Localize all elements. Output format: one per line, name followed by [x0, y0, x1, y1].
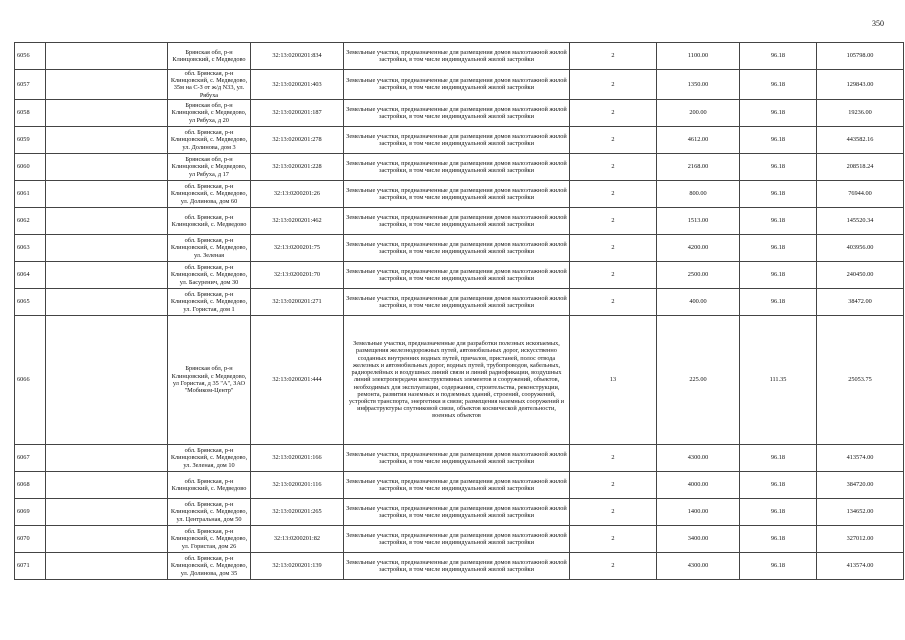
land-use-cell-text: Земельные участки, предназначенные для размещения домов малоэтажной жилой застройки, в том числе индивидуальной жилой застройки — [346, 294, 567, 309]
area-cell-text: 4200.00 — [687, 244, 709, 252]
specific-value-cell-text: 96.18 — [770, 217, 786, 225]
address-cell — [168, 126, 251, 153]
blank-cell — [46, 126, 168, 153]
use-group-cell — [570, 126, 657, 153]
use-group-cell — [570, 99, 657, 126]
row-number-cell-text: 6064 — [17, 271, 30, 279]
use-group-cell — [570, 180, 657, 207]
cadastral-number-cell — [251, 234, 344, 261]
table-body — [15, 43, 904, 580]
cadastral-value-cell-text: 25053.75 — [848, 376, 872, 384]
area-cell — [657, 70, 740, 100]
blank-cell — [46, 261, 168, 288]
blank-cell — [46, 180, 168, 207]
cadastral-number-cell-text: 32:13:0200201:26 — [273, 190, 321, 198]
cadastral-value-cell-text: 145520.34 — [846, 217, 874, 225]
address-cell — [168, 261, 251, 288]
use-group-cell — [570, 498, 657, 525]
row-number-cell-text: 6067 — [17, 454, 30, 462]
specific-value-cell — [740, 234, 817, 261]
row-number-cell — [15, 498, 46, 525]
use-group-cell-text: 2 — [611, 80, 615, 88]
cadastral-value-cell — [817, 261, 904, 288]
address-cell-text: обл. Брянская, р-н Клинцовский, с. Медведово, ул. Зеленая, дом 10 — [170, 447, 248, 469]
land-use-cell-text: Земельные участки, предназначенные для размещения домов малоэтажной жилой застройки, в том числе индивидуальной жилой застройки — [346, 267, 567, 282]
cadastral-number-cell-text: 32:13:0200201:228 — [272, 163, 322, 171]
row-number-cell-text: 6058 — [17, 109, 30, 117]
address-cell-text: Брянская обл, р-н Клинцовский, с Медведово, ул Рябуха, д 17 — [171, 156, 247, 178]
land-use-cell-text: Земельные участки, предназначенные для размещения домов малоэтажной жилой застройки, в том числе индивидуальной жилой застройки — [346, 132, 567, 147]
cadastral-number-cell — [251, 471, 344, 498]
area-cell-text: 800.00 — [689, 190, 707, 198]
use-group-cell — [570, 70, 657, 100]
row-number-cell-text: 6057 — [17, 80, 30, 88]
cadastral-number-cell — [251, 552, 344, 579]
specific-value-cell-text: 96.18 — [770, 136, 786, 144]
blank-cell — [46, 288, 168, 315]
use-group-cell — [570, 471, 657, 498]
cadastral-number-cell-text: 32:13:0200201:70 — [273, 271, 321, 279]
row-number-cell-text: 6066 — [17, 376, 30, 384]
address-cell-text: Брянская обл, р-н Клинцовский, с Медведово — [172, 48, 246, 63]
land-use-cell-text: Земельные участки, предназначенные для размещения домов малоэтажной жилой застройки, в том числе индивидуальной жилой застройки — [346, 477, 567, 492]
address-cell-text: обл. Брянская, р-н Клинцовский, с. Медведово, ул. Гористая, дом 1 — [170, 291, 248, 313]
table-row — [15, 288, 904, 315]
specific-value-cell-text: 96.18 — [770, 52, 786, 60]
table-row — [15, 180, 904, 207]
address-cell — [168, 471, 251, 498]
land-use-cell-text: Земельные участки, предназначенные для размещения домов малоэтажной жилой застройки, в том числе индивидуальной жилой застройки — [346, 558, 567, 573]
area-cell — [657, 498, 740, 525]
area-cell — [657, 471, 740, 498]
specific-value-cell-text: 96.18 — [770, 190, 786, 198]
area-cell-text: 4300.00 — [687, 562, 709, 570]
address-cell-text: обл. Брянская, р-н Клинцовский, с. Медведово, ул. Долинова, дом 35 — [170, 555, 248, 577]
cadastral-value-cell — [817, 126, 904, 153]
cadastral-number-cell — [251, 444, 344, 471]
cadastral-value-cell — [817, 315, 904, 444]
land-use-cell — [344, 180, 570, 207]
cadastral-number-cell-text: 32:13:0200201:403 — [272, 80, 322, 88]
table-row — [15, 70, 904, 100]
row-number-cell-text: 6062 — [17, 217, 30, 225]
land-use-cell — [344, 444, 570, 471]
cadastral-number-cell-text: 32:13:0200201:265 — [272, 508, 322, 516]
row-number-cell-text: 6059 — [17, 136, 30, 144]
area-cell-text: 200.00 — [689, 109, 707, 117]
specific-value-cell — [740, 207, 817, 234]
blank-cell — [46, 153, 168, 180]
specific-value-cell-text: 96.18 — [770, 562, 786, 570]
cadastral-number-cell-text: 32:13:0200201:116 — [272, 481, 322, 489]
specific-value-cell-text: 96.18 — [770, 298, 786, 306]
address-cell — [168, 288, 251, 315]
cadastral-value-cell — [817, 552, 904, 579]
area-cell-text: 2500.00 — [687, 271, 709, 279]
specific-value-cell-text: 111.35 — [769, 376, 787, 384]
cadastral-number-cell-text: 32:13:0200201:271 — [272, 298, 322, 306]
row-number-cell — [15, 43, 46, 70]
cadastral-value-cell-text: 384720.00 — [846, 481, 874, 489]
cadastral-number-cell — [251, 525, 344, 552]
use-group-cell-text: 2 — [611, 244, 615, 252]
row-number-cell — [15, 70, 46, 100]
cadastral-number-cell-text: 32:13:0200201:166 — [272, 454, 322, 462]
land-use-cell — [344, 471, 570, 498]
use-group-cell-text: 13 — [609, 376, 617, 384]
table-row — [15, 99, 904, 126]
address-cell — [168, 234, 251, 261]
row-number-cell-text: 6063 — [17, 244, 30, 252]
row-number-cell — [15, 261, 46, 288]
address-cell-text: обл. Брянская, р-н Клинцовский, с. Медведово, ул. Долинова, дом 60 — [170, 183, 248, 205]
specific-value-cell-text: 96.18 — [770, 80, 786, 88]
blank-cell — [46, 207, 168, 234]
blank-cell — [46, 444, 168, 471]
specific-value-cell-text: 96.18 — [770, 481, 786, 489]
table-row — [15, 153, 904, 180]
row-number-cell — [15, 153, 46, 180]
specific-value-cell-text: 96.18 — [770, 109, 786, 117]
use-group-cell-text: 2 — [611, 298, 615, 306]
cadastral-value-cell-text: 105798.00 — [846, 52, 874, 60]
cadastral-value-cell-text: 413574.00 — [846, 454, 874, 462]
cadastral-number-cell — [251, 498, 344, 525]
use-group-cell-text: 2 — [611, 190, 615, 198]
address-cell-text: обл. Брянская, р-н Клинцовский, с. Медведово, ул. Долинова, дом 3 — [170, 129, 248, 151]
area-cell — [657, 207, 740, 234]
area-cell — [657, 261, 740, 288]
use-group-cell-text: 2 — [611, 481, 615, 489]
table-row — [15, 207, 904, 234]
land-use-cell — [344, 207, 570, 234]
cadastral-value-cell-text: 403956.00 — [846, 244, 874, 252]
page-number: 350 — [872, 19, 884, 28]
use-group-cell — [570, 552, 657, 579]
row-number-cell-text: 6061 — [17, 190, 30, 198]
use-group-cell — [570, 525, 657, 552]
cadastral-value-cell — [817, 471, 904, 498]
cadastral-number-cell — [251, 261, 344, 288]
land-use-cell-text: Земельные участки, предназначенные для размещения домов малоэтажной жилой застройки, в том числе индивидуальной жилой застройки — [346, 531, 567, 546]
land-use-cell-text: Земельные участки, предназначенные для размещения домов малоэтажной жилой застройки, в том числе индивидуальной жилой застройки — [346, 186, 567, 201]
specific-value-cell — [740, 498, 817, 525]
address-cell — [168, 552, 251, 579]
specific-value-cell — [740, 315, 817, 444]
row-number-cell-text: 6065 — [17, 298, 30, 306]
use-group-cell-text: 2 — [611, 508, 615, 516]
specific-value-cell-text: 96.18 — [770, 454, 786, 462]
cadastral-number-cell-text: 32:13:0200201:75 — [273, 244, 321, 252]
cadastral-value-cell — [817, 180, 904, 207]
table-row — [15, 525, 904, 552]
blank-cell — [46, 43, 168, 70]
table-row — [15, 234, 904, 261]
area-cell — [657, 288, 740, 315]
address-cell-text: обл. Брянская, р-н Клинцовский, с. Медведово, 35м на С-З от ж/д N33, ул. Рябуха — [170, 70, 248, 99]
specific-value-cell — [740, 126, 817, 153]
cadastral-value-cell — [817, 70, 904, 100]
table-row — [15, 444, 904, 471]
land-use-cell-text: Земельные участки, предназначенные для размещения домов малоэтажной жилой застройки, в том числе индивидуальной жилой застройки — [346, 240, 567, 255]
land-use-cell — [344, 552, 570, 579]
table-row — [15, 261, 904, 288]
use-group-cell-text: 2 — [611, 562, 615, 570]
address-cell — [168, 444, 251, 471]
area-cell-text: 4000.00 — [687, 481, 709, 489]
specific-value-cell — [740, 180, 817, 207]
blank-cell — [46, 70, 168, 100]
row-number-cell-text: 6060 — [17, 163, 30, 171]
land-use-cell-text: Земельные участки, предназначенные для размещения домов малоэтажной жилой застройки, в том числе индивидуальной жилой застройки — [346, 105, 567, 120]
table-row — [15, 471, 904, 498]
cadastral-number-cell-text: 32:13:0200201:462 — [272, 217, 322, 225]
use-group-cell — [570, 444, 657, 471]
land-use-cell — [344, 99, 570, 126]
address-cell — [168, 99, 251, 126]
cadastral-value-cell-text: 327012.00 — [846, 535, 874, 543]
area-cell — [657, 552, 740, 579]
blank-cell — [46, 498, 168, 525]
land-use-cell-text: Земельные участки, предназначенные для размещения домов малоэтажной жилой застройки, в том числе индивидуальной жилой застройки — [346, 504, 567, 519]
land-use-cell — [344, 288, 570, 315]
row-number-cell — [15, 552, 46, 579]
address-cell — [168, 180, 251, 207]
blank-cell — [46, 99, 168, 126]
cadastral-number-cell-text: 32:13:0200201:278 — [272, 136, 322, 144]
land-use-cell-text: Земельные участки, предназначенные для размещения домов малоэтажной жилой застройки, в том числе индивидуальной жилой застройки — [346, 450, 567, 465]
cadastral-value-cell-text: 413574.00 — [846, 562, 874, 570]
land-use-cell-text: Земельные участки, предназначенные для размещения домов малоэтажной жилой застройки, в том числе индивидуальной жилой застройки — [346, 48, 567, 63]
use-group-cell — [570, 234, 657, 261]
row-number-cell — [15, 471, 46, 498]
specific-value-cell — [740, 552, 817, 579]
cadastral-value-cell — [817, 525, 904, 552]
cadastral-value-cell — [817, 288, 904, 315]
address-cell — [168, 153, 251, 180]
cadastral-number-cell — [251, 126, 344, 153]
land-use-cell-text: Земельные участки, предназначенные для размещения домов малоэтажной жилой застройки, в том числе индивидуальной жилой застройки — [346, 159, 567, 174]
land-use-cell — [344, 525, 570, 552]
cadastral-value-cell-text: 76944.00 — [848, 190, 872, 198]
specific-value-cell-text: 96.18 — [770, 244, 786, 252]
cadastral-value-cell-text: 208518.24 — [846, 163, 874, 171]
specific-value-cell-text: 96.18 — [770, 535, 786, 543]
address-cell-text: Брянская обл, р-н Клинцовский, с Медведово, ул Рябуха, д 20 — [171, 102, 247, 124]
area-cell-text: 4300.00 — [687, 454, 709, 462]
area-cell-text: 225.00 — [689, 376, 707, 384]
area-cell-text: 1100.00 — [687, 52, 709, 60]
use-group-cell — [570, 288, 657, 315]
cadastral-value-cell-text: 129843.00 — [846, 80, 874, 88]
row-number-cell-text: 6056 — [17, 52, 30, 60]
address-cell-text: обл. Брянская, р-н Клинцовский, с. Медведово, ул. Гористая, дом 26 — [170, 528, 248, 550]
row-number-cell — [15, 315, 46, 444]
cadastral-value-cell — [817, 43, 904, 70]
cadastral-number-cell — [251, 99, 344, 126]
area-cell — [657, 99, 740, 126]
land-use-cell-text: Земельные участки, предназначенные для размещения домов малоэтажной жилой застройки, в том числе индивидуальной жилой застройки — [346, 77, 567, 92]
land-use-cell — [344, 153, 570, 180]
cadastral-value-cell — [817, 153, 904, 180]
area-cell — [657, 234, 740, 261]
address-cell-text: обл. Брянская, р-н Клинцовский, с. Медведово, ул. Басуренич, дом 30 — [170, 264, 248, 286]
table-row — [15, 552, 904, 579]
use-group-cell-text: 2 — [611, 217, 615, 225]
use-group-cell — [570, 315, 657, 444]
area-cell — [657, 525, 740, 552]
specific-value-cell — [740, 43, 817, 70]
specific-value-cell — [740, 261, 817, 288]
blank-cell — [46, 552, 168, 579]
area-cell-text: 4612.00 — [687, 136, 709, 144]
cadastral-value-cell — [817, 234, 904, 261]
area-cell-text: 2168.00 — [687, 163, 709, 171]
cadastral-value-cell-text: 134652.00 — [846, 508, 874, 516]
address-cell-text: Брянская обл, р-н Клинцовский, с Медведово, ул Гористая, д 35 "А", ЗАО "Мобиком-Центр" — [171, 365, 247, 395]
specific-value-cell — [740, 70, 817, 100]
cadastral-value-cell-text: 443582.16 — [846, 136, 874, 144]
row-number-cell — [15, 99, 46, 126]
area-cell — [657, 126, 740, 153]
area-cell — [657, 444, 740, 471]
use-group-cell-text: 2 — [611, 454, 615, 462]
land-use-cell — [344, 315, 570, 444]
specific-value-cell — [740, 99, 817, 126]
blank-cell — [46, 525, 168, 552]
address-cell — [168, 315, 251, 444]
area-cell-text: 1513.00 — [687, 217, 709, 225]
land-use-cell — [344, 234, 570, 261]
cadastral-value-cell — [817, 498, 904, 525]
blank-cell — [46, 315, 168, 444]
row-number-cell — [15, 234, 46, 261]
address-cell-text: обл. Брянская, р-н Клинцовский, с. Медведово — [171, 213, 247, 228]
address-cell-text: обл. Брянская, р-н Клинцовский, с. Медведово — [171, 477, 247, 492]
blank-cell — [46, 471, 168, 498]
cadastral-value-table — [14, 42, 904, 580]
table-row — [15, 43, 904, 70]
address-cell — [168, 207, 251, 234]
land-use-cell — [344, 261, 570, 288]
land-use-cell — [344, 498, 570, 525]
address-cell — [168, 43, 251, 70]
address-cell — [168, 525, 251, 552]
cadastral-value-cell — [817, 444, 904, 471]
use-group-cell-text: 2 — [611, 52, 615, 60]
cadastral-number-cell — [251, 288, 344, 315]
land-use-cell — [344, 70, 570, 100]
use-group-cell-text: 2 — [611, 535, 615, 543]
specific-value-cell — [740, 444, 817, 471]
specific-value-cell-text: 96.18 — [770, 271, 786, 279]
row-number-cell — [15, 525, 46, 552]
cadastral-number-cell-text: 32:13:0200201:834 — [272, 52, 322, 60]
area-cell — [657, 153, 740, 180]
use-group-cell-text: 2 — [611, 136, 615, 144]
specific-value-cell-text: 96.18 — [770, 508, 786, 516]
specific-value-cell — [740, 525, 817, 552]
specific-value-cell — [740, 471, 817, 498]
cadastral-number-cell — [251, 315, 344, 444]
area-cell — [657, 315, 740, 444]
cadastral-value-cell-text: 240450.00 — [846, 271, 874, 279]
use-group-cell — [570, 261, 657, 288]
area-cell — [657, 43, 740, 70]
table-row — [15, 126, 904, 153]
area-cell — [657, 180, 740, 207]
table-row — [15, 315, 904, 444]
land-use-cell-text: Земельные участки, предназначенные для размещения домов малоэтажной жилой застройки, в том числе индивидуальной жилой застройки — [346, 213, 567, 228]
cadastral-value-cell-text: 19236.00 — [848, 109, 872, 117]
row-number-cell — [15, 126, 46, 153]
cadastral-number-cell — [251, 207, 344, 234]
row-number-cell — [15, 207, 46, 234]
row-number-cell — [15, 288, 46, 315]
address-cell — [168, 498, 251, 525]
use-group-cell — [570, 43, 657, 70]
address-cell-text: обл. Брянская, р-н Клинцовский, с. Медведово, ул. Зеленая — [170, 237, 248, 259]
use-group-cell — [570, 153, 657, 180]
specific-value-cell — [740, 153, 817, 180]
row-number-cell-text: 6069 — [17, 508, 30, 516]
address-cell-text: обл. Брянская, р-н Клинцовский, с. Медведово, ул. Центральная, дом 50 — [170, 501, 248, 523]
land-use-cell-text: Земельные участки, предназначенные для разработки полезных ископаемых, размещения железнодорожных путей, автомобильных дорог, искусственно созданных внутренних водных путей, причалов, пристаней, полос отвода железных и автомобильных дорог, водных путей, трубопроводов, кабельных, радиорелейных и воздушных линий связи и линий радиофикации, воздушных линий электропередачи конструктивных элементов и сооружений, объектов, необходимых для эксплуатации, содержания, строительства, реконструкции, ремонта, развития наземных и подземных зданий, строений, сооружений, устройств транспорта, энергетики и связи; размещения наземных сооружений и инфраструктуры спутниковой связи, объектов космической деятельности, военных объектов — [348, 340, 565, 420]
table-row — [15, 498, 904, 525]
area-cell-text: 400.00 — [689, 298, 707, 306]
cadastral-value-cell — [817, 207, 904, 234]
use-group-cell — [570, 207, 657, 234]
area-cell-text: 1350.00 — [687, 80, 709, 88]
specific-value-cell — [740, 288, 817, 315]
cadastral-number-cell-text: 32:13:0200201:139 — [272, 562, 322, 570]
cadastral-number-cell — [251, 43, 344, 70]
row-number-cell-text: 6070 — [17, 535, 30, 543]
specific-value-cell-text: 96.18 — [770, 163, 786, 171]
use-group-cell-text: 2 — [611, 271, 615, 279]
cadastral-number-cell-text: 32:13:0200201:82 — [273, 535, 321, 543]
cadastral-number-cell-text: 32:13:0200201:444 — [272, 376, 322, 384]
cadastral-value-cell — [817, 99, 904, 126]
land-use-cell — [344, 43, 570, 70]
row-number-cell — [15, 180, 46, 207]
row-number-cell — [15, 444, 46, 471]
blank-cell — [46, 234, 168, 261]
use-group-cell-text: 2 — [611, 109, 615, 117]
cadastral-number-cell-text: 32:13:0200201:187 — [272, 109, 322, 117]
cadastral-value-cell-text: 38472.00 — [848, 298, 872, 306]
address-cell — [168, 70, 251, 100]
cadastral-number-cell — [251, 153, 344, 180]
area-cell-text: 1400.00 — [687, 508, 709, 516]
area-cell-text: 3400.00 — [687, 535, 709, 543]
cadastral-number-cell — [251, 180, 344, 207]
land-use-cell — [344, 126, 570, 153]
row-number-cell-text: 6068 — [17, 481, 30, 489]
cadastral-number-cell — [251, 70, 344, 100]
row-number-cell-text: 6071 — [17, 562, 30, 570]
use-group-cell-text: 2 — [611, 163, 615, 171]
